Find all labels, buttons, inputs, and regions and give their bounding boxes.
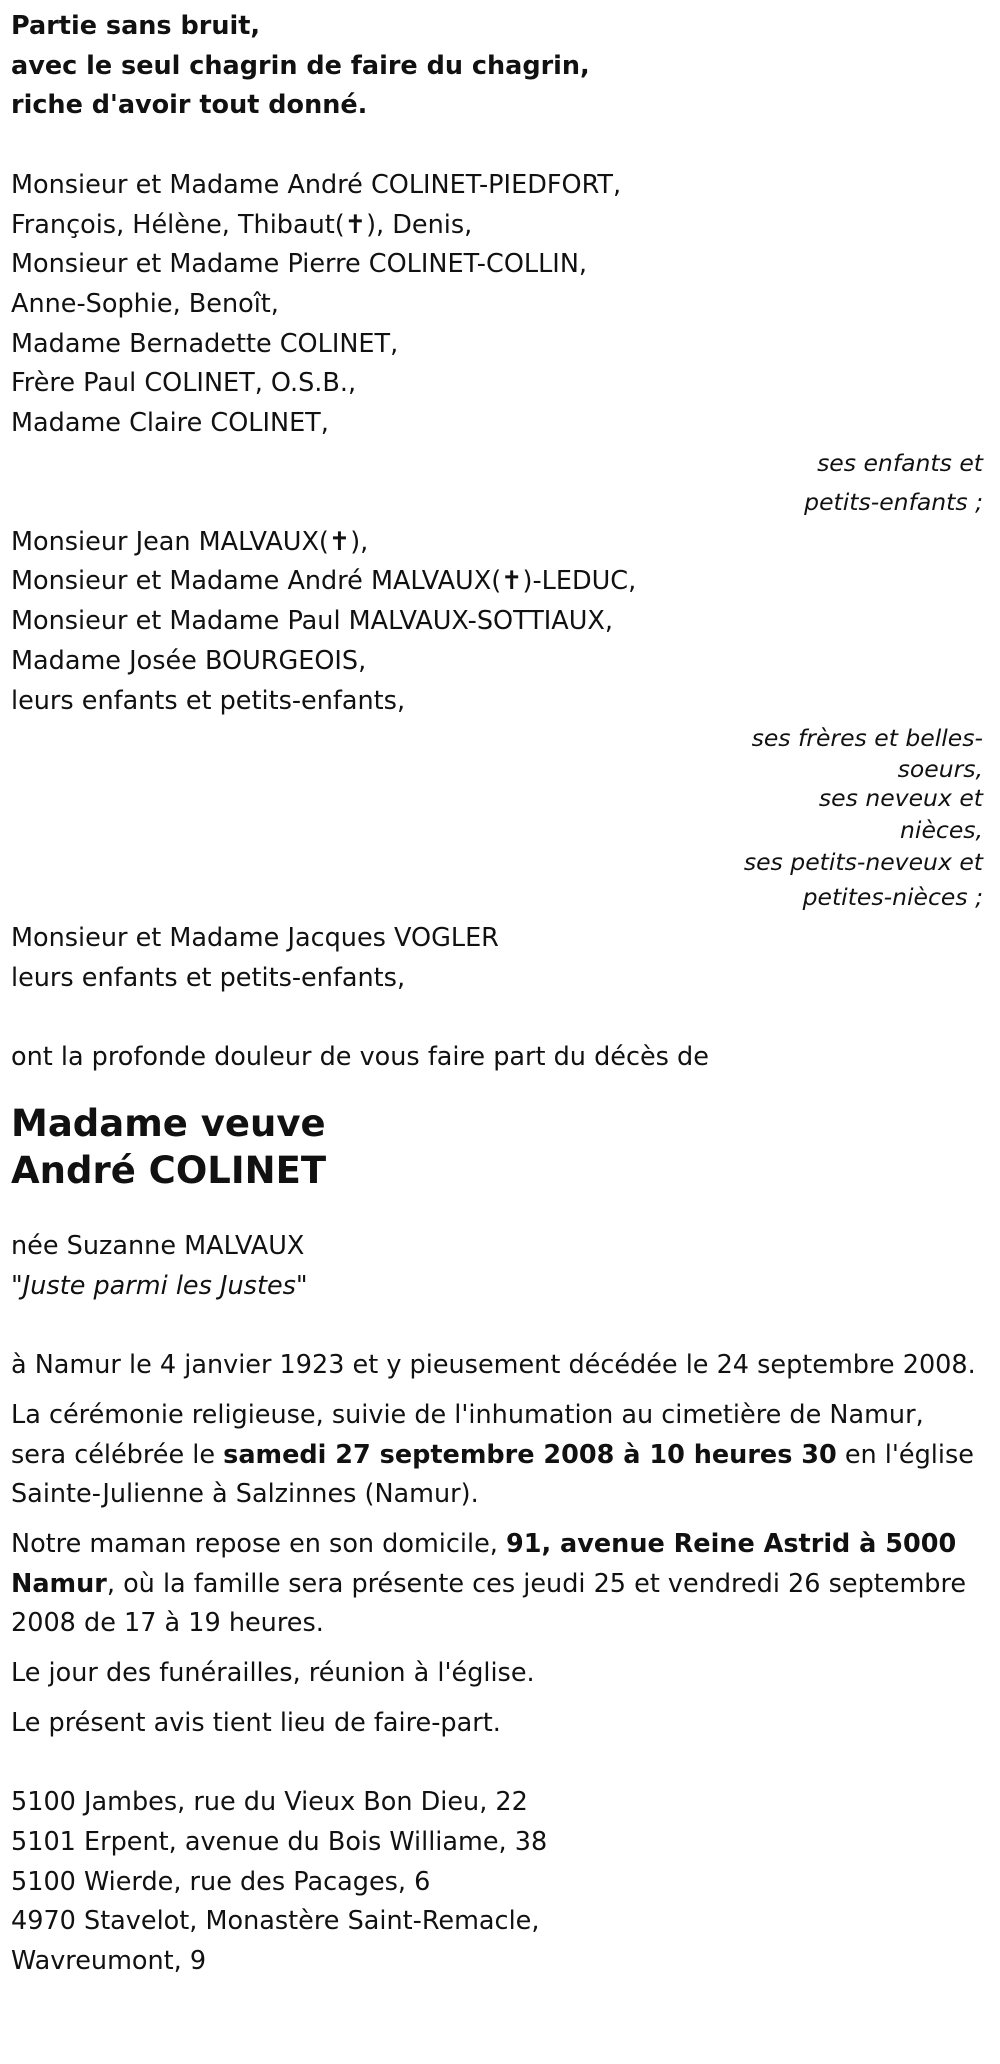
relation-text: ses neveux et	[818, 784, 983, 813]
birth-death-paragraph: à Namur le 4 janvier 1923 et y pieusement décédée le 24 septembre 2008.	[11, 1350, 976, 1381]
family-group-children	[11, 166, 1000, 444]
deceased-name	[11, 1100, 1000, 1194]
family-member: Monsieur Jean MALVAUX(✝),	[11, 526, 369, 557]
address-line: 4970 Stavelot, Monastère Saint-Remacle,	[11, 1906, 540, 1937]
relation-text: ses frères et belles-	[751, 724, 983, 753]
funeral-meeting: Le jour des funérailles, réunion à l'église.	[11, 1658, 535, 1689]
poem-line: Partie sans bruit,	[11, 11, 261, 41]
poem-line: riche d'avoir tout donné.	[11, 90, 368, 121]
relation-text: ses petits-neveux et	[743, 848, 983, 877]
ceremony-place: en l'église Sainte-Julienne à Salzinnes (Namur).	[11, 1439, 974, 1510]
relation-text: petits-enfants ;	[804, 488, 983, 517]
family-member: Monsieur et Madame Pierre COLINET-COLLIN,	[11, 249, 588, 280]
family-member: Monsieur et Madame André COLINET-PIEDFORT,	[11, 169, 622, 200]
address-line: 5101 Erpent, avenue du Bois Williame, 38	[11, 1826, 548, 1857]
visitation-times: , où la famille sera présente ces jeudi 25 et vendredi 26 septembre 2008 de 17 à 19 heures.	[11, 1568, 967, 1639]
family-member: Madame Josée BOURGEOIS,	[11, 645, 367, 676]
family-member: Madame Claire COLINET,	[11, 408, 329, 439]
deceased-name-line: André COLINET	[11, 1149, 327, 1193]
family-member: leurs enfants et petits-enfants,	[11, 685, 406, 716]
family-member: Monsieur et Madame André MALVAUX(✝)-LEDUC,	[11, 566, 637, 597]
relation-text: petites-nièces ;	[802, 883, 983, 912]
address-line: 5100 Jambes, rue du Vieux Bon Dieu, 22	[11, 1787, 528, 1818]
address-line: Wavreumont, 9	[11, 1945, 207, 1976]
family-member: Madame Bernadette COLINET,	[11, 328, 399, 359]
family-member: leurs enfants et petits-enfants,	[11, 962, 406, 993]
poem-line: avec le seul chagrin de faire du chagrin,	[11, 50, 590, 81]
family-member: Monsieur et Madame Paul MALVAUX-SOTTIAUX,	[11, 606, 613, 637]
announcement: ont la profonde douleur de vous faire part du décès de	[11, 1042, 709, 1073]
birth-name: née Suzanne MALVAUX	[11, 1231, 305, 1262]
ceremony-date: samedi 27 septembre 2008 à 10 heures 30	[223, 1439, 837, 1470]
birth-info	[11, 1227, 1000, 1306]
notice-text: Le présent avis tient lieu de faire-part.	[11, 1707, 501, 1738]
family-group-siblings	[11, 523, 1000, 722]
relation-siblings	[11, 721, 1000, 917]
visitation-address: 91, avenue Reine Astrid à 5000 Namur	[11, 1528, 957, 1599]
deceased-title: Madame veuve	[11, 1102, 326, 1146]
family-group-vogler	[11, 919, 1000, 998]
honor-title: "Juste parmi les Justes"	[11, 1270, 308, 1301]
visitation-paragraph	[11, 1525, 986, 1644]
relation-text: ses enfants et	[817, 448, 983, 477]
poem	[11, 7, 1000, 126]
addresses	[11, 1783, 1000, 1982]
ceremony-text: La cérémonie religieuse, suivie de l'inhumation au cimetière de Namur, sera célébrée le	[11, 1399, 924, 1470]
visitation-text: Notre maman repose en son domicile,	[11, 1528, 506, 1559]
relation-text: soeurs,	[897, 755, 983, 784]
family-member: Anne-Sophie, Benoît,	[11, 288, 279, 319]
family-member: François, Hélène, Thibaut(✝), Denis,	[11, 209, 473, 240]
ceremony-paragraph	[11, 1396, 986, 1515]
family-member: Monsieur et Madame Jacques VOGLER	[11, 923, 499, 954]
relation-children	[11, 444, 1000, 523]
address-line: 5100 Wierde, rue des Pacages, 6	[11, 1866, 431, 1897]
family-member: Frère Paul COLINET, O.S.B.,	[11, 368, 357, 399]
relation-text: nièces,	[900, 816, 983, 845]
